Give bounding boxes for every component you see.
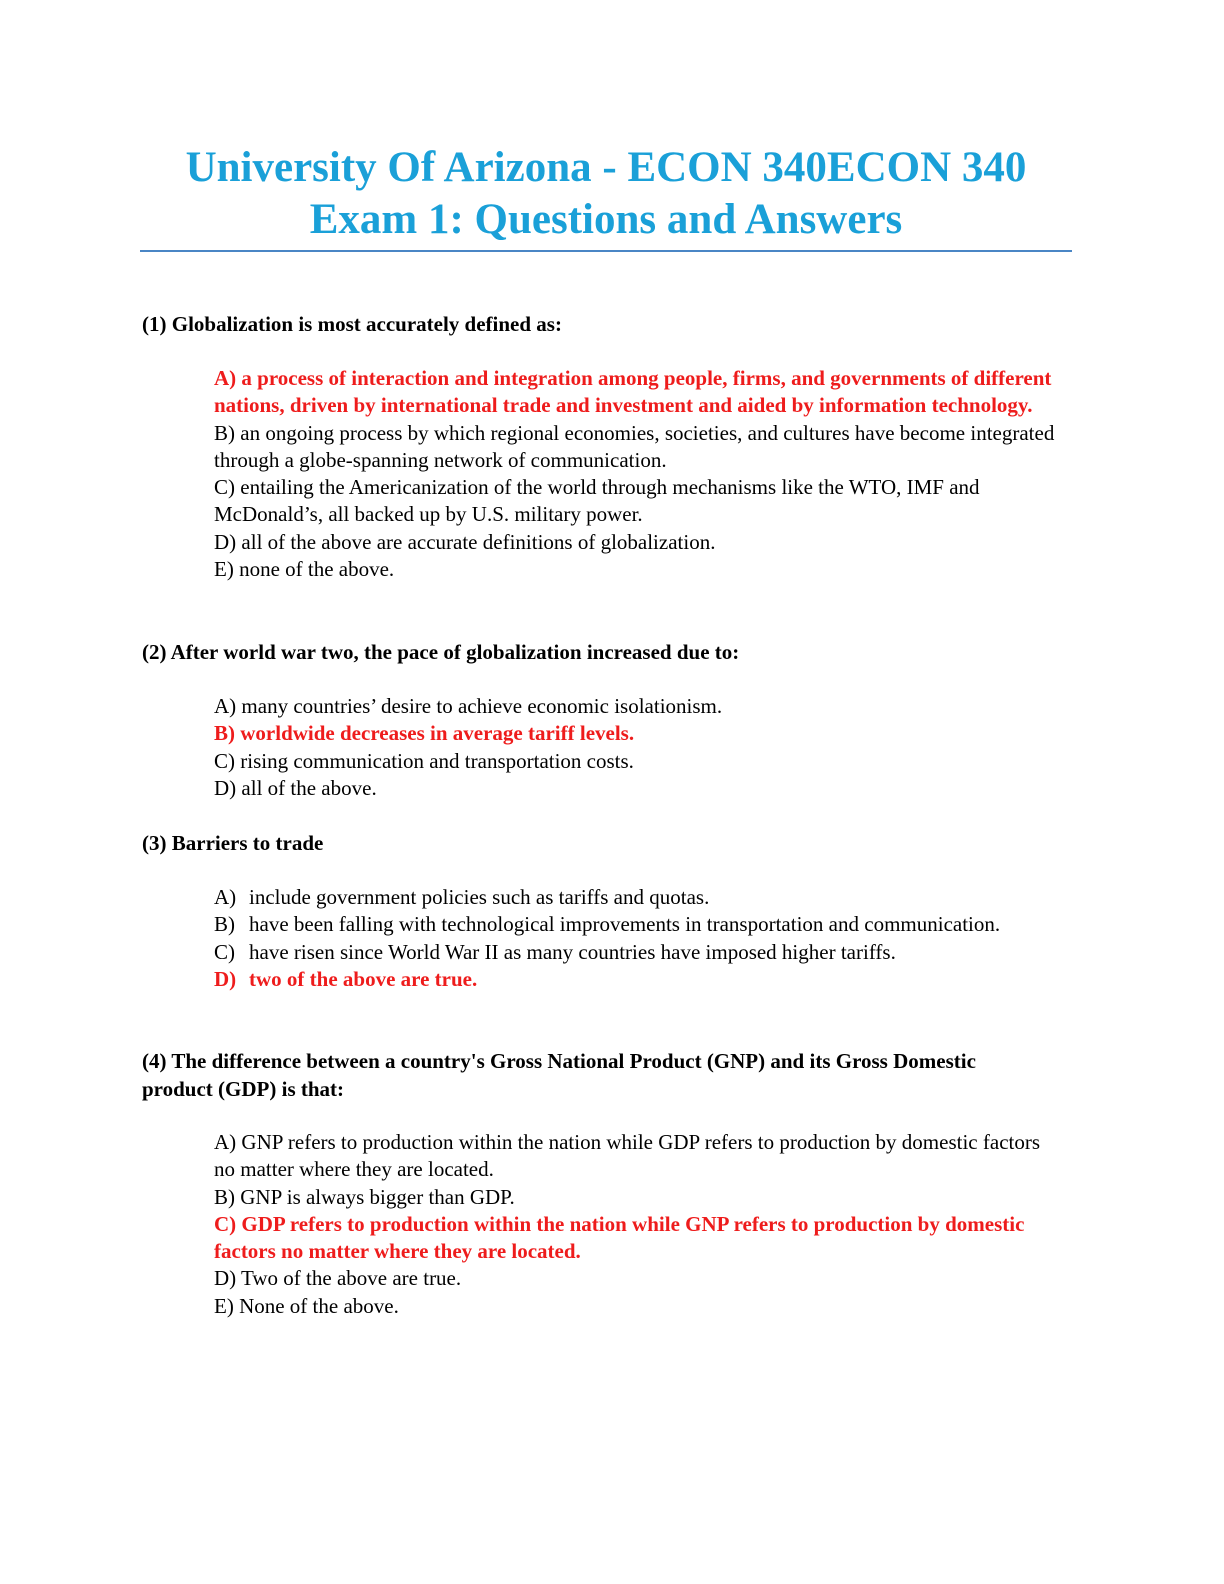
q4-option-b: B) GNP is always bigger than GDP. — [214, 1184, 515, 1209]
q3-option-c-letter: C) — [214, 939, 235, 964]
question-4-options — [214, 1129, 1049, 1320]
question-4-prompt: (4) The difference between a country's Gross National Product (GNP) and its Gross Domestic product (GDP) is that: — [142, 1049, 976, 1101]
title-divider — [140, 250, 1072, 252]
question-3-options — [214, 884, 1076, 993]
q3-option-b — [214, 911, 1076, 938]
q3-option-b-text: have been falling with technological improvements in transportation and communication. — [249, 912, 1001, 937]
q3-option-d — [214, 966, 1076, 993]
q4-option-d: D) Two of the above are true. — [214, 1266, 462, 1291]
document-title — [140, 142, 1072, 246]
question-3-prompt: (3) Barriers to trade — [142, 831, 324, 855]
q1-option-c: C) entailing the Americanization of the world through mechanisms like the WTO, IMF and McDonald’s, all backed up by U.S. military power. — [214, 475, 980, 527]
q2-option-c: C) rising communication and transportation costs. — [214, 748, 634, 773]
q2-option-b: B) worldwide decreases in average tariff levels. — [214, 721, 635, 746]
q3-option-a — [214, 884, 1076, 911]
q3-option-c — [214, 939, 1076, 966]
q2-option-a: A) many countries’ desire to achieve economic isolationism. — [214, 694, 723, 718]
q4-option-a: A) GNP refers to production within the nation while GDP refers to production by domestic factors no matter where they are located. — [214, 1130, 1041, 1182]
q3-option-d-text: two of the above are true. — [249, 966, 478, 991]
question-1-prompt: (1) Globalization is most accurately defined as: — [142, 312, 562, 336]
q1-option-b: B) an ongoing process by which regional economies, societies, and cultures have become integrated through a globe-spanning network of communication. — [214, 420, 1055, 472]
q3-option-b-letter: B) — [214, 912, 235, 937]
q3-option-a-text: include government policies such as tariffs and quotas. — [249, 885, 710, 909]
question-2-prompt: (2) After world war two, the pace of globalization increased due to: — [142, 640, 740, 664]
title-line-1: University Of Arizona - ECON 340ECON 340 — [185, 144, 1027, 191]
q1-option-d: D) all of the above are accurate definitions of globalization. — [214, 529, 716, 554]
question-2-options — [214, 693, 1076, 802]
q4-option-c: C) GDP refers to production within the nation while GNP refers to production by domestic factors no matter where they are located. — [214, 1211, 1025, 1264]
q4-option-e: E) None of the above. — [214, 1293, 399, 1318]
q3-option-c-text: have risen since World War II as many countries have imposed higher tariffs. — [249, 939, 896, 964]
question-1-options — [214, 365, 1076, 583]
q3-option-a-letter: A) — [214, 885, 237, 909]
q1-option-e: E) none of the above. — [214, 557, 395, 582]
title-line-2: Exam 1: Questions and Answers — [309, 196, 903, 243]
q1-option-a: A) a process of interaction and integration among people, firms, and governments of different nations, driven by international trade and investment and aided by information technology. — [214, 366, 1052, 418]
q3-option-d-letter: D) — [214, 966, 237, 991]
q2-option-d: D) all of the above. — [214, 775, 377, 800]
